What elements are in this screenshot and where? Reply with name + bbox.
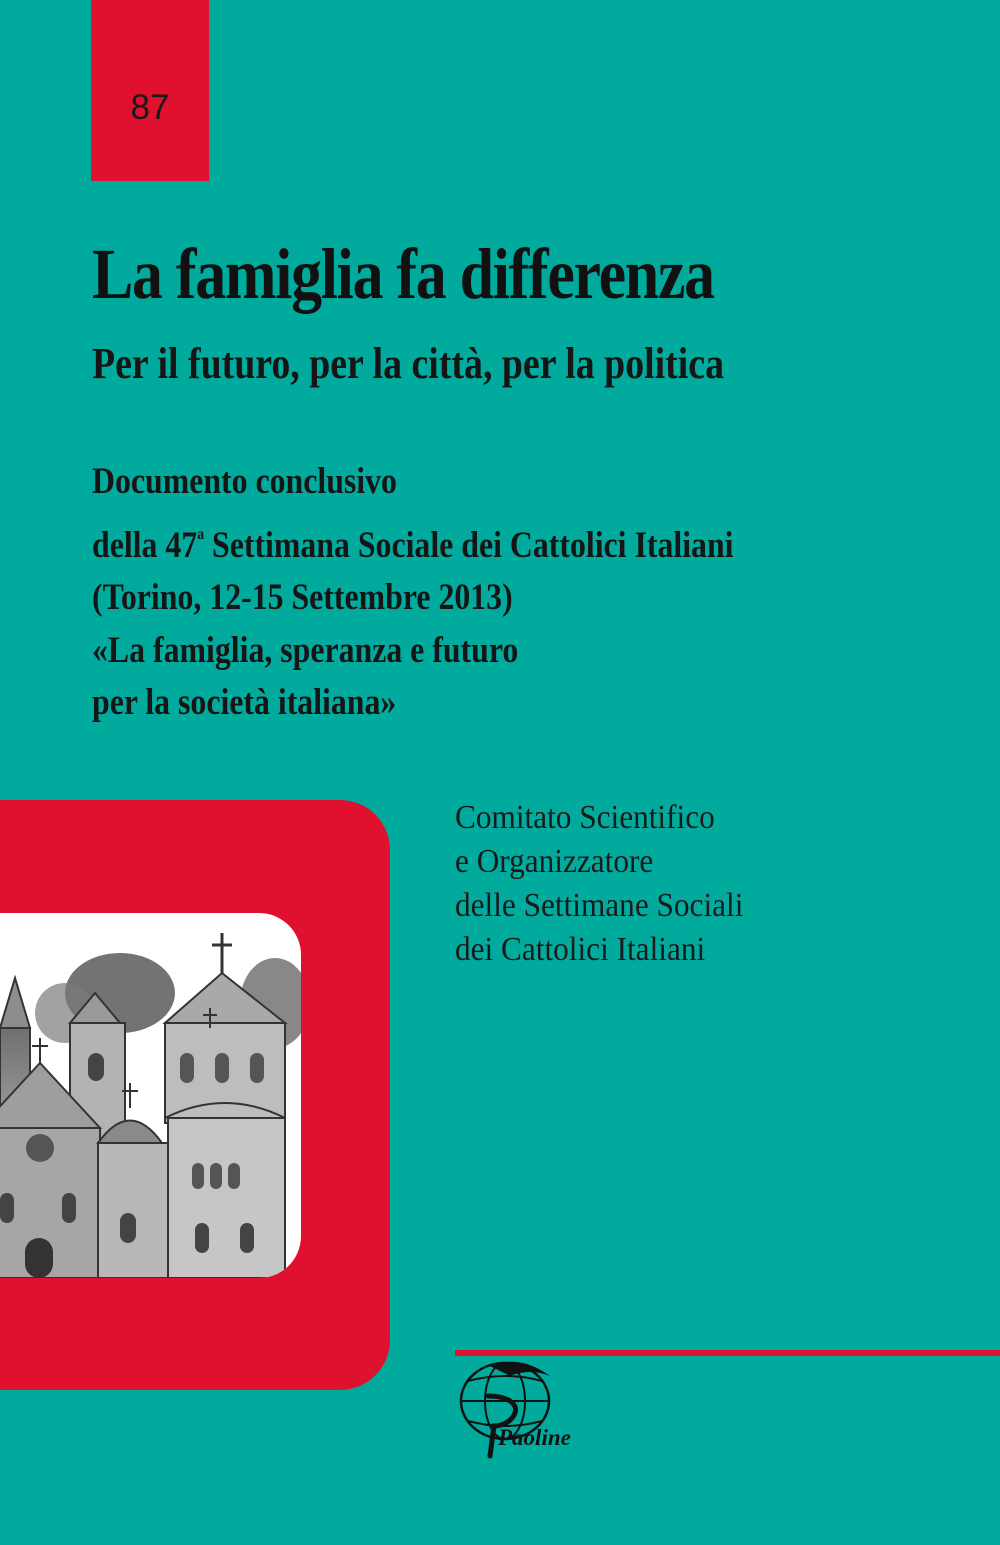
document-line: «La famiglia, speranza e futuro	[92, 629, 519, 671]
author-line: delle Settimane Sociali	[455, 887, 744, 924]
author-line: Comitato Scientifico	[455, 799, 715, 836]
document-description	[92, 456, 733, 730]
ordinal-indicator: a	[197, 525, 205, 543]
series-tab	[91, 0, 209, 181]
church-drawing-illustration	[0, 913, 301, 1278]
document-line-suffix: Settimana Sociale dei Cattolici Italiani	[204, 524, 734, 566]
document-line: (Torino, 12-15 Settembre 2013)	[92, 577, 513, 618]
author-line: e Organizzatore	[455, 843, 654, 880]
author-line: dei Cattolici Italiani	[455, 931, 706, 968]
document-line-prefix: della 47	[92, 524, 198, 566]
document-line: per la società italiana»	[92, 682, 397, 723]
document-line	[92, 509, 733, 573]
book-title: La famiglia fa differenza	[92, 234, 714, 314]
book-subtitle: Per il futuro, per la città, per la politica	[92, 339, 724, 388]
author-committee	[455, 796, 743, 972]
document-line: Documento conclusivo	[92, 461, 397, 502]
publisher-name: Paoline	[498, 1425, 571, 1450]
series-number: 87	[130, 88, 170, 127]
